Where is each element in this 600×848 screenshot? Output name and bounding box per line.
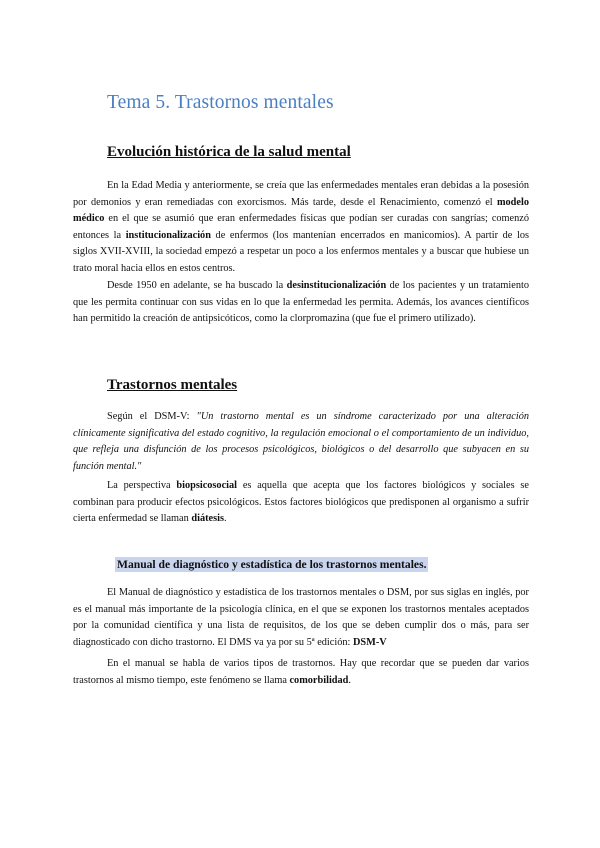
paragraph-text: es aquella que acepta que los factores biológicos y sociales se combinan para producir efectos psicológicos. Estos factores biológicos que predisponen al organismo a sufrir cierta enfermedad se llaman xyxy=(73,480,529,524)
section-heading-evolucion: Evolución histórica de la salud mental xyxy=(107,144,351,160)
term-institucionalizacion: institucionalización xyxy=(125,229,211,241)
paragraph-text: Según el DSM-V: xyxy=(107,411,197,422)
paragraph-text: en el que se asumió que eran enfermedades físicas que podían ser curadas con sangrías; comenzó entonces la xyxy=(73,213,529,241)
paragraph-text: El Manual de diagnóstico y estadística de los trastornos mentales o DSM, por sus siglas en inglés, por es el manual más importante de la psicología clínica, en el que se exponen los trastornos mentales aceptados por la comunidad científica y una lista de requisitos, de los que se deben cumplir dos o más, para ser diagnosticado con dicho trastorno. El DMS va ya por su 5ª edición: xyxy=(73,587,529,648)
term-desinstitucionalizacion: desinstitucionalización xyxy=(286,280,387,291)
paragraph-edad-media xyxy=(73,178,529,277)
section-heading-manual: Manual de diagnóstico y estadística de los trastornos mentales. xyxy=(117,558,427,571)
paragraph-text: de los pacientes y un tratamiento que les permita continuar con sus vidas en lo que la enfermedad les permita. Además, los avances científicos han permitido la creación de antipsicóticos, como la clorpromazina (que fue el primero utilizado). xyxy=(73,280,529,324)
term-biopsicosocial: biopsicosocial xyxy=(176,480,238,491)
paragraph-text: En el manual se habla de varios tipos de trastornos. Hay que recordar que se pueden dar varios trastornos al mismo tiempo, este fenómeno se llama xyxy=(73,658,529,686)
paragraph-text: de enfermos (los mantenían encerrados en manicomios). A partir de los siglos XVII-XVIII, la sociedad empezó a respetar un poco a los enfermos mentales y a buscar que hubiese un trato moral hacia ellos en estos centros. xyxy=(73,229,529,274)
paragraph-text: . xyxy=(223,513,227,524)
paragraph-biopsicosocial xyxy=(73,478,529,528)
section-heading-trastornos: Trastornos mentales xyxy=(107,377,238,393)
term-diatesis: diátesis xyxy=(191,513,224,524)
paragraph-definicion-dsm xyxy=(73,409,529,475)
document-title: Tema 5. Trastornos mentales xyxy=(107,92,334,113)
term-dsm-v: DSM-V xyxy=(352,636,387,648)
dsm-quote: "Un trastorno mental es un síndrome caracterizado por una alteración clínicamente significativa del estado cognitivo, la regulación emocional o el comportamiento de un individuo, que refleja una disfunción de los procesos psicológicos, biológicos o del desarrollo que subyacen en su función mental." xyxy=(73,411,529,472)
paragraph-text: En la Edad Media y anteriormente, se creía que las enfermedades mentales eran debidas a la posesión por demonios y eran remediadas con exorcismos. Más tarde, desde el Renacimiento, comenzó el xyxy=(73,180,529,208)
paragraph-manual-dsm xyxy=(73,585,529,651)
term-modelo-medico: modelo médico xyxy=(73,196,529,224)
paragraph-text: La perspectiva xyxy=(107,480,177,491)
paragraph-text: Desde 1950 en adelante, se ha buscado la xyxy=(107,280,287,291)
paragraph-comorbilidad xyxy=(73,656,529,689)
term-comorbilidad: comorbilidad xyxy=(289,674,349,686)
paragraph-text: . xyxy=(348,674,351,686)
paragraph-desde-1950 xyxy=(73,278,529,328)
